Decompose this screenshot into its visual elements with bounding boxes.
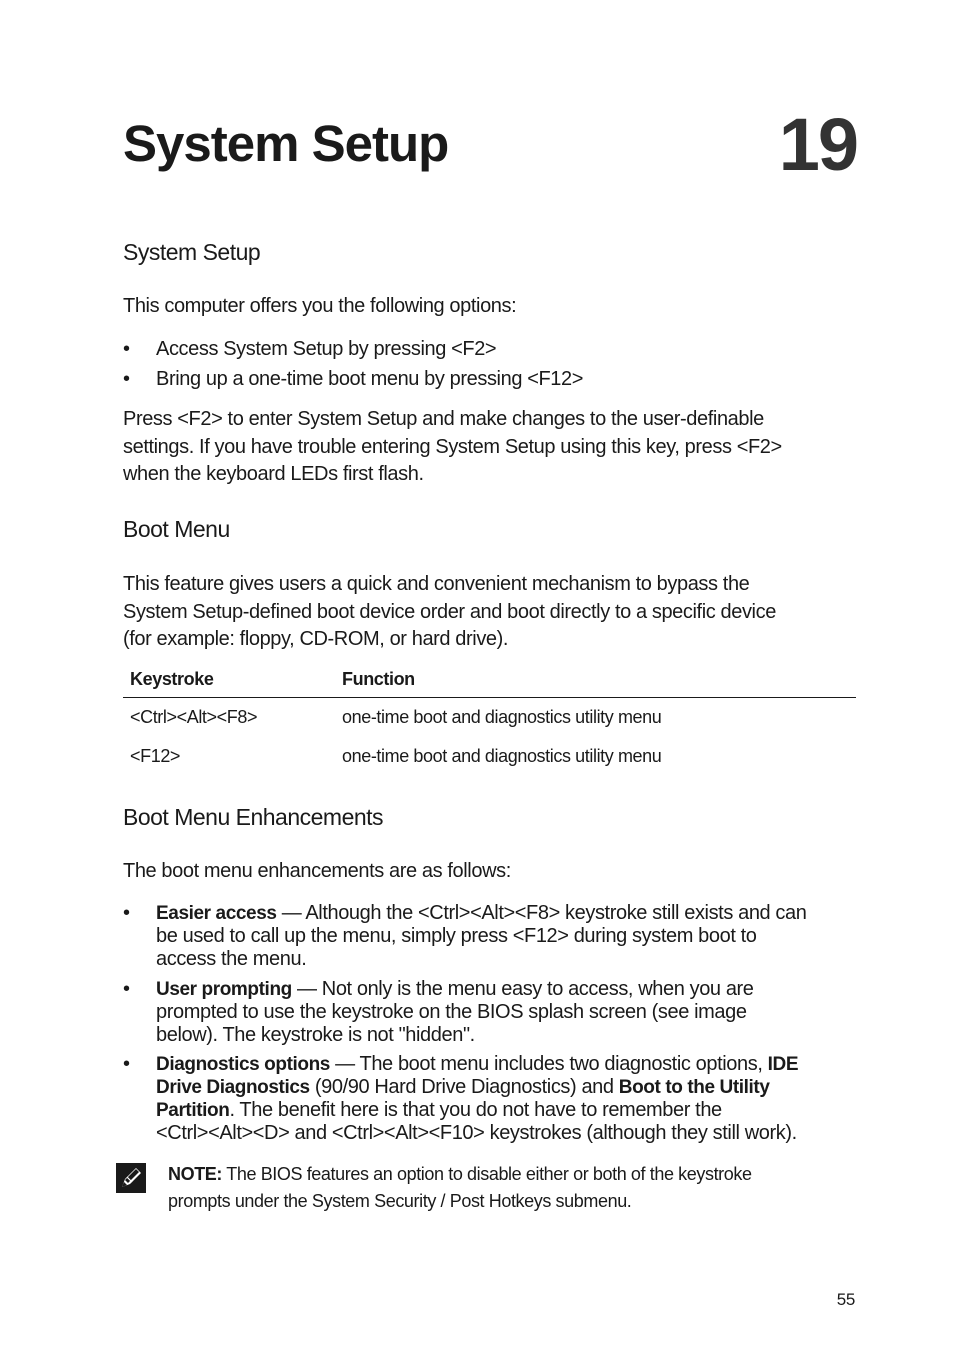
bullet-icon: • <box>123 1053 130 1075</box>
note-text: NOTE: The BIOS features an option to disable either or both of the keystroke prompts under the System Security / Post Hotkeys submenu. <box>168 1164 752 1211</box>
bullet-icon: • <box>123 902 130 924</box>
boot-menu-body: This feature gives users a quick and convenient mechanism to bypass the System Setup-defined boot device order and boot directly to a specific device (for example: floppy, CD-ROM, or hard drive). <box>123 573 776 650</box>
table-header-function: Function <box>342 669 415 689</box>
table-header-keystroke: Keystroke <box>130 669 214 689</box>
bullet-icon: • <box>123 978 130 1000</box>
bullet-icon: • <box>123 368 130 390</box>
term-user-prompting: User prompting <box>156 979 292 1000</box>
system-setup-body: Press <F2> to enter System Setup and make changes to the user-definable settings. If you have trouble entering System Setup using this key, press <F2> when the keyboard LEDs first flash. <box>123 408 782 485</box>
section-heading-boot-menu: Boot Menu <box>123 516 230 542</box>
section-heading-boot-menu-enhancements: Boot Menu Enhancements <box>123 804 384 830</box>
table-cell-function: one-time boot and diagnostics utility menu <box>342 707 662 727</box>
bullet-icon: • <box>123 338 130 360</box>
chapter-title: System Setup <box>123 115 449 172</box>
term-diagnostics-options: Diagnostics options <box>156 1054 330 1075</box>
section-heading-system-setup: System Setup <box>123 239 261 265</box>
note-label: NOTE: <box>168 1164 222 1184</box>
term-easier-access: Easier access <box>156 903 277 924</box>
system-setup-intro: This computer offers you the following options: <box>123 295 517 317</box>
table-cell-function: one-time boot and diagnostics utility menu <box>342 746 662 766</box>
table-cell-keystroke: <Ctrl><Alt><F8> <box>130 707 258 727</box>
enhancements-intro: The boot menu enhancements are as follows: <box>123 860 511 882</box>
pencil-note-icon <box>116 1163 146 1193</box>
page-number: 55 <box>836 1290 855 1309</box>
table-header-divider <box>123 697 856 698</box>
chapter-number: 19 <box>778 103 857 186</box>
table-cell-keystroke: <F12> <box>130 746 181 766</box>
